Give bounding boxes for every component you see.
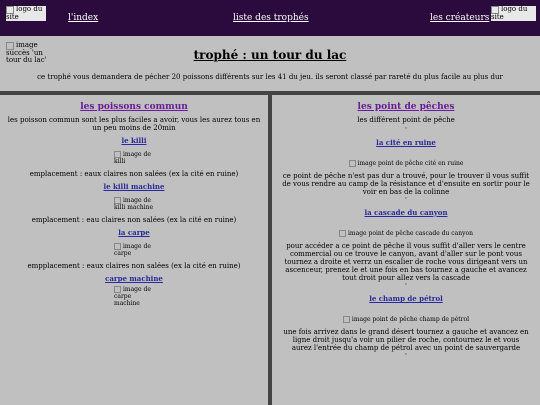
fish-image: image de carpe [114, 243, 151, 257]
spot-description: pour accéder a ce point de pêche il vous suffit d'aller vers le centre commercial ou ce trouve le canyon, avant d'aller sur le pont vous tournez a droite et verrz un escalier de roche vous dirigeant vers un ascenceur, prenez le et une fois en bas tournez a gauche et avancez tout droit pour allez vers la cascade [284, 242, 528, 282]
fishing-spots-intro: les différent point de pêche [357, 116, 455, 124]
fish-name-link[interactable]: la carpe [118, 228, 150, 237]
spot-image: image point de pêche cascade du canyon [339, 230, 473, 237]
fish-name-link[interactable]: le killi machine [103, 182, 165, 191]
page-title: trophé : un tour du lac [193, 48, 347, 62]
fish-image: image de carpe machine [114, 286, 151, 307]
spot-name-link[interactable]: la cascade du canyon [364, 208, 448, 217]
page-header [0, 36, 540, 91]
fish-item [0, 182, 268, 224]
site-logo-left[interactable]: logo du site [6, 6, 46, 21]
fish-item [0, 228, 268, 270]
top-navigation-bar [0, 0, 540, 36]
spot-name-link[interactable]: le champ de pétrol [369, 294, 443, 303]
fishing-spots-heading[interactable]: les point de pêches [357, 102, 455, 112]
spot-item [272, 294, 540, 360]
spot-item [272, 208, 540, 290]
spot-item [272, 138, 540, 204]
spot-description: une fois arrivez dans le grand désert tournez a gauche et avancez en ligne droit jusqu'a voir un pilier de roche, contournez le et vous aurez l'entrée du champ de pétrol avec un point de sauvergarde [283, 328, 529, 352]
spot-image: image point de pêche champ de pétrol [343, 316, 469, 323]
fish-item [0, 274, 268, 309]
spot-name-link[interactable]: la cité en ruine [376, 138, 436, 147]
nav-link-trophies[interactable]: liste des trophés [233, 13, 309, 23]
separator-tick: ' [405, 197, 407, 204]
fish-image: image de killi machine [114, 197, 154, 211]
fish-name-link[interactable]: le killi [121, 136, 147, 145]
fishing-spots-column [272, 95, 540, 405]
nav-link-creators[interactable]: les créateurs [430, 13, 490, 23]
trophy-image: image succès 'un tour du lac' [6, 41, 47, 64]
separator-tick: ' [405, 353, 407, 360]
spot-image: image point de pêche cité en ruine [349, 160, 464, 167]
common-fish-column [0, 95, 268, 405]
fish-image: image de killi [114, 151, 151, 165]
fish-item [0, 136, 268, 178]
fish-name-link[interactable]: carpe machine [105, 274, 163, 283]
separator-tick: ' [405, 127, 407, 134]
separator-tick: ' [405, 283, 407, 290]
common-fish-heading[interactable]: les poissons commun [80, 102, 188, 112]
nav-link-index[interactable]: l'index [68, 13, 99, 23]
fish-location: emplacement : eaux claires non salées (ex la cité en ruine) [29, 170, 239, 178]
spot-description: ce point de pêche n'est pas dur a trouvé, pour le trouver il vous suffit de vous rendre au camp de la résistance et d'ensuite en sortir pour le voir en bas de la colinne [282, 172, 530, 196]
site-logo-right[interactable]: logo du site [491, 6, 536, 21]
common-fish-intro: les poisson commun sont les plus faciles a avoir, vous les aurez tous en un peu moins de 20min [7, 116, 261, 132]
page-subtitle: ce trophé vous demandera de pécher 20 poissons différents sur les 41 du jeu. ils seront classé par rareté du plus facile au plus dur [37, 73, 503, 81]
fish-location: empplacement : eaux claires non salées (ex la cité en ruine) [27, 262, 241, 270]
fish-location: emplacement : eau claires non salées (ex la cité en ruine) [31, 216, 237, 224]
